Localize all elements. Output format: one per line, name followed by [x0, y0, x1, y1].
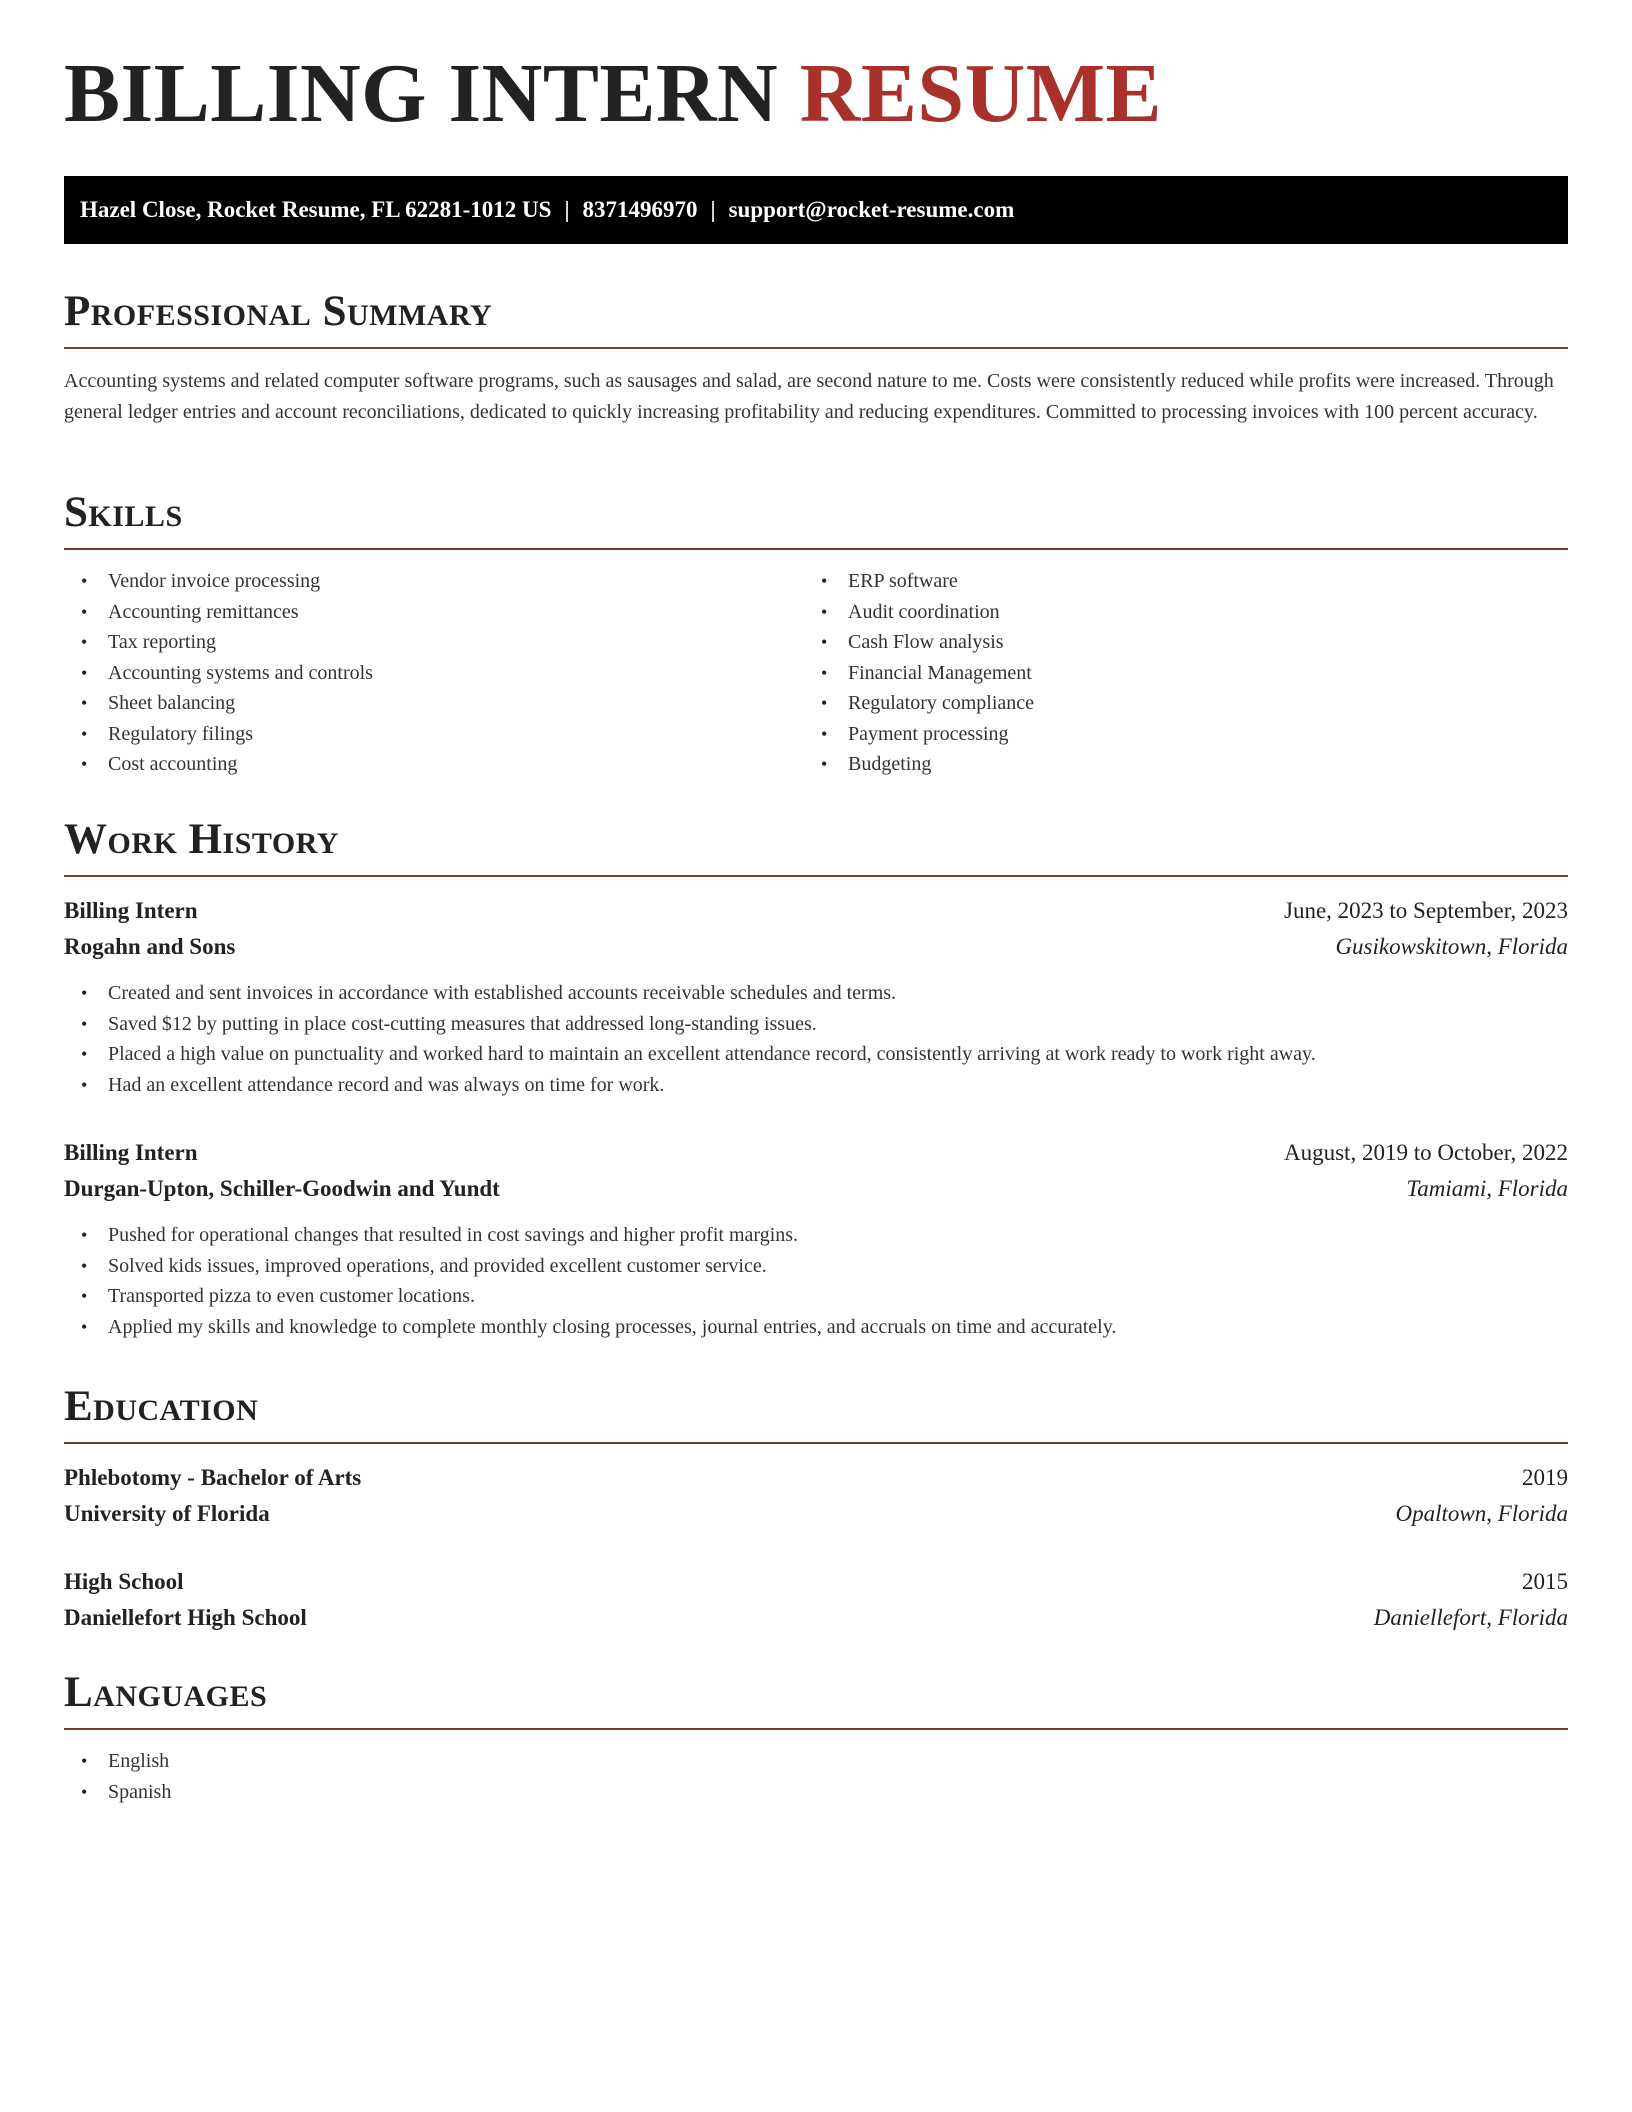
job-location: Tamiami, Florida	[1406, 1176, 1568, 1201]
skill-item: • Regulatory filings	[81, 722, 253, 745]
title-accent: RESUME	[799, 47, 1163, 140]
skill-item: • Audit coordination	[821, 600, 1000, 623]
education-degree: High School	[64, 1569, 184, 1594]
section-divider	[64, 548, 1568, 550]
languages-list	[64, 1746, 804, 1807]
contact-email: support@rocket-resume.com	[728, 197, 1015, 222]
job-subheader	[64, 1171, 1568, 1207]
skills-list-left	[64, 566, 804, 780]
job-duty: • Saved $12 by putting in place cost-cutting measures that addressed long-standing issues.	[81, 1012, 817, 1035]
education-header	[64, 1564, 1568, 1600]
skill-item: • Accounting remittances	[81, 600, 299, 623]
skill-item: • Accounting systems and controls	[81, 661, 373, 684]
skill-item: • Budgeting	[821, 753, 932, 775]
work-heading: Work History	[64, 816, 339, 863]
job-header	[64, 893, 1568, 929]
language-item: • Spanish	[81, 1780, 172, 1803]
job-title: Billing Intern	[64, 1140, 198, 1165]
language-item: • English	[81, 1750, 170, 1772]
skill-item: • Regulatory compliance	[821, 692, 1035, 714]
skill-item: • Tax reporting	[81, 631, 217, 653]
contact-separator: |	[710, 197, 716, 222]
skill-item: • Payment processing	[821, 722, 1009, 745]
contact-address: Hazel Close, Rocket Resume, FL 62281-1012 US	[80, 197, 552, 222]
skills-list-right	[804, 566, 1544, 780]
education-header	[64, 1460, 1568, 1496]
skill-item: • Financial Management	[821, 661, 1032, 684]
job-duty: • Pushed for operational changes that resulted in cost savings and higher profit margins.	[81, 1224, 799, 1246]
contact-separator: |	[564, 197, 570, 222]
skill-item: • Cost accounting	[81, 753, 238, 775]
job-subheader	[64, 929, 1568, 965]
skill-item: • ERP software	[821, 570, 958, 592]
job-duty: • Created and sent invoices in accordance with established accounts receivable schedules and terms.	[81, 982, 897, 1004]
section-divider	[64, 1442, 1568, 1444]
job-duty: • Applied my skills and knowledge to complete monthly closing processes, journal entries, and accruals on time and accurately.	[81, 1315, 1117, 1338]
education-school: Daniellefort High School	[64, 1605, 307, 1630]
job-duty: • Placed a high value on punctuality and worked hard to maintain an excellent attendance record, consistently arriving at work ready to work right away.	[81, 1043, 1316, 1065]
education-degree: Phlebotomy - Bachelor of Arts	[64, 1465, 362, 1490]
job-duty: • Transported pizza to even customer locations.	[81, 1285, 475, 1307]
education-subheader	[64, 1496, 1568, 1532]
job-header	[64, 1135, 1568, 1171]
education-year: 2015	[1522, 1569, 1568, 1594]
job-dates: June, 2023 to September, 2023	[1284, 898, 1568, 923]
job-location: Gusikowskitown, Florida	[1335, 934, 1568, 959]
skills-heading: Skills	[64, 489, 183, 536]
education-subheader	[64, 1600, 1568, 1636]
skill-item: • Cash Flow analysis	[821, 631, 1004, 653]
job-company: Durgan-Upton, Schiller-Goodwin and Yundt	[64, 1176, 500, 1201]
skill-item: • Vendor invoice processing	[81, 570, 321, 592]
contact-bar	[64, 176, 1568, 244]
summary-heading: Professional Summary	[64, 288, 493, 335]
education-school: University of Florida	[64, 1501, 270, 1526]
section-divider	[64, 875, 1568, 877]
skill-item: • Sheet balancing	[81, 692, 236, 714]
languages-heading: Languages	[64, 1669, 268, 1716]
job-duties	[64, 978, 1568, 1100]
job-duties	[64, 1220, 1568, 1342]
job-company: Rogahn and Sons	[64, 934, 236, 959]
education-year: 2019	[1522, 1465, 1568, 1490]
section-divider	[64, 347, 1568, 349]
education-location: Opaltown, Florida	[1395, 1501, 1568, 1526]
job-duty: • Solved kids issues, improved operations, and provided excellent customer service.	[81, 1254, 767, 1277]
job-title: Billing Intern	[64, 898, 198, 923]
job-dates: August, 2019 to October, 2022	[1284, 1140, 1568, 1165]
summary-text: Accounting systems and related computer software programs, such as sausages and salad, are second nature to me. Costs were consistently reduced while profits were increased. Through general ledger entries and account reconciliations, dedicated to quickly increasing profitability and reducing expenditures. Committed to processing invoices with 100 percent accuracy.	[64, 370, 1554, 423]
resume-title	[64, 47, 1163, 140]
section-divider	[64, 1728, 1568, 1730]
education-location: Daniellefort, Florida	[1373, 1605, 1568, 1630]
job-duty: • Had an excellent attendance record and was always on time for work.	[81, 1073, 665, 1096]
education-heading: Education	[64, 1383, 259, 1430]
contact-phone: 8371496970	[582, 197, 698, 222]
title-main: BILLING INTERN	[64, 47, 779, 140]
